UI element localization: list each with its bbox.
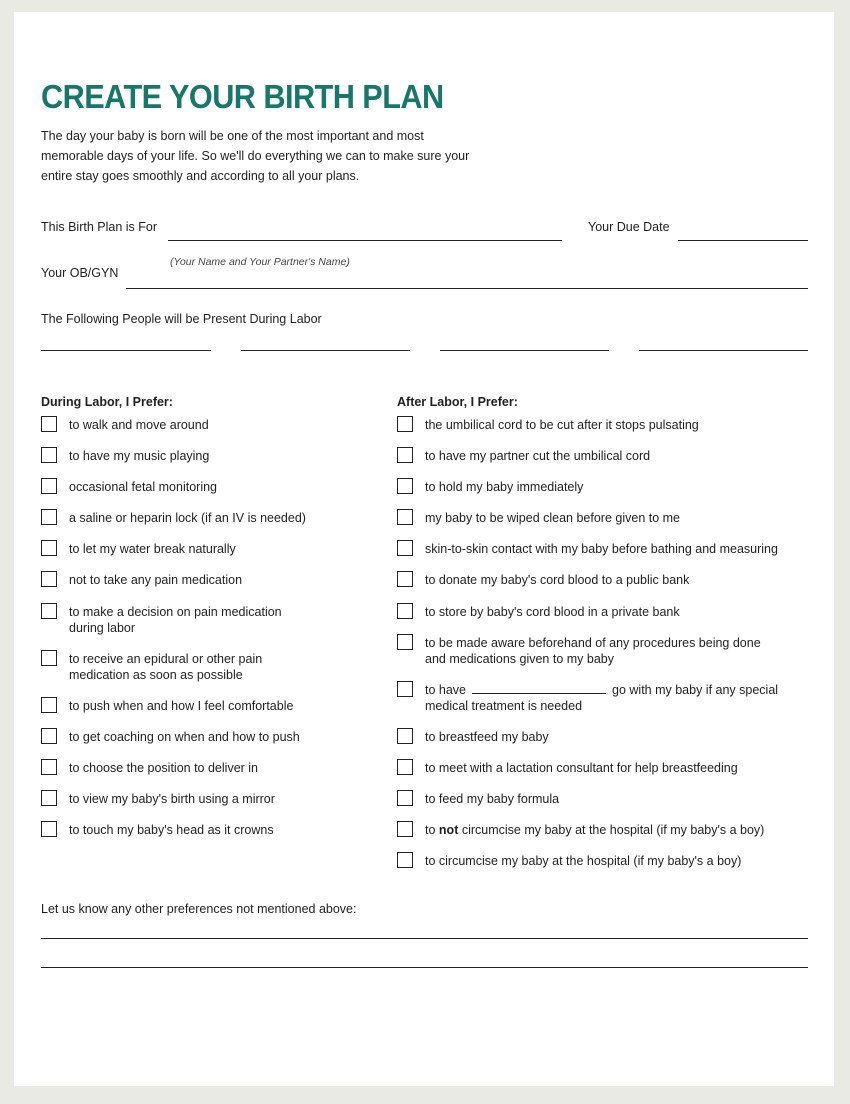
- checkbox[interactable]: [41, 603, 57, 619]
- checkbox[interactable]: [41, 821, 57, 837]
- option-label: skin-to-skin contact with my baby before bathing and measuring: [425, 542, 778, 556]
- option-label: [425, 635, 761, 667]
- obgyn-field[interactable]: [126, 288, 808, 289]
- checkbox[interactable]: [41, 478, 57, 494]
- option-label-before: to have: [425, 683, 467, 697]
- option-label: to hold my baby immediately: [425, 480, 584, 494]
- person-field-3[interactable]: [440, 350, 609, 351]
- checkbox[interactable]: [397, 790, 413, 806]
- obgyn-label: Your OB/GYN: [41, 266, 119, 280]
- during-labor-heading: During Labor, I Prefer:: [41, 395, 173, 409]
- intro-paragraph: The day your baby is born will be one of the most important and most memorable days of your life. So we'll do everything we can to make sure your entire stay goes smoothly and according to all your plans.: [41, 129, 470, 183]
- option-label: a saline or heparin lock (if an IV is needed): [69, 511, 306, 525]
- option-label: [69, 651, 262, 683]
- checkbox[interactable]: [397, 603, 413, 619]
- option-label-after: go with my baby if any special: [612, 683, 779, 697]
- option-label-emphasis: not: [438, 823, 459, 837]
- due-date-label: Your Due Date: [588, 220, 670, 234]
- checkbox[interactable]: [41, 416, 57, 432]
- plan-for-label: This Birth Plan is For: [41, 220, 158, 234]
- option-label: to let my water break naturally: [69, 542, 236, 556]
- option-label: [425, 682, 778, 714]
- option-label-before: to: [425, 823, 436, 837]
- option-label: to meet with a lactation consultant for help breastfeeding: [425, 761, 738, 775]
- option-label-line-2: during labor: [69, 621, 136, 635]
- person-field-4[interactable]: [639, 350, 808, 351]
- checkbox[interactable]: [397, 540, 413, 556]
- option-label: to have my music playing: [69, 449, 210, 463]
- option-label: to circumcise my baby at the hospital (if my baby's a boy): [425, 854, 742, 868]
- option-label-line-2: medication as soon as possible: [69, 668, 243, 682]
- option-label-line-2: and medications given to my baby: [425, 652, 614, 666]
- option-label: to breastfeed my baby: [425, 730, 549, 744]
- person-field-2[interactable]: [241, 350, 410, 351]
- people-present-label: The Following People will be Present During Labor: [41, 312, 322, 326]
- option-label: to push when and how I feel comfortable: [69, 699, 294, 713]
- option-label: to get coaching on when and how to push: [69, 730, 300, 744]
- option-label: occasional fetal monitoring: [69, 480, 217, 494]
- checkbox[interactable]: [41, 650, 57, 666]
- option-label: [425, 822, 764, 838]
- checkbox[interactable]: [41, 447, 57, 463]
- checkbox[interactable]: [41, 571, 57, 587]
- other-preferences-line-1[interactable]: [41, 938, 808, 939]
- plan-for-hint: (Your Name and Your Partner's Name): [170, 256, 350, 268]
- option-label: to view my baby's birth using a mirror: [69, 792, 275, 806]
- option-label: not to take any pain medication: [69, 573, 243, 587]
- other-preferences-label: Let us know any other preferences not mentioned above:: [41, 902, 357, 916]
- option-label-line-1: to make a decision on pain medication: [69, 605, 282, 619]
- option-label: to feed my baby formula: [425, 792, 560, 806]
- option-label: to choose the position to deliver in: [69, 761, 259, 775]
- option-label: to walk and move around: [69, 418, 209, 432]
- option-label: [69, 604, 282, 636]
- birth-plan-page: [14, 12, 834, 1086]
- checkbox[interactable]: [41, 759, 57, 775]
- companion-name-field[interactable]: [472, 683, 606, 694]
- checkbox[interactable]: [397, 634, 413, 650]
- option-label-after: circumcise my baby at the hospital (if my baby's a boy): [461, 823, 765, 837]
- option-label: my baby to be wiped clean before given to me: [425, 511, 681, 525]
- checkbox[interactable]: [397, 416, 413, 432]
- checkbox[interactable]: [397, 509, 413, 525]
- plan-for-field[interactable]: [168, 240, 562, 241]
- option-label: to touch my baby's head as it crowns: [69, 823, 274, 837]
- option-label-line-2: medical treatment is needed: [425, 699, 583, 713]
- checkbox[interactable]: [397, 852, 413, 868]
- page-title: CREATE YOUR BIRTH PLAN: [41, 78, 444, 115]
- option-label-line-1: to receive an epidural or other pain: [69, 652, 263, 666]
- after-labor-heading: After Labor, I Prefer:: [397, 395, 518, 409]
- option-label: to have my partner cut the umbilical cord: [425, 449, 651, 463]
- checkbox[interactable]: [41, 697, 57, 713]
- checkbox[interactable]: [397, 478, 413, 494]
- checkbox[interactable]: [41, 790, 57, 806]
- checkbox[interactable]: [397, 571, 413, 587]
- other-preferences-line-2[interactable]: [41, 967, 808, 968]
- option-label: to donate my baby's cord blood to a public bank: [425, 573, 690, 587]
- option-label-line-1: to be made aware beforehand of any procedures being done: [425, 636, 761, 650]
- person-field-1[interactable]: [41, 350, 211, 351]
- checkbox[interactable]: [397, 728, 413, 744]
- checkbox[interactable]: [397, 821, 413, 837]
- checkbox[interactable]: [41, 728, 57, 744]
- checkbox[interactable]: [397, 447, 413, 463]
- checkbox[interactable]: [41, 540, 57, 556]
- checkbox[interactable]: [397, 759, 413, 775]
- option-label: to store by baby's cord blood in a private bank: [425, 605, 680, 619]
- option-label: the umbilical cord to be cut after it stops pulsating: [425, 418, 699, 432]
- checkbox[interactable]: [41, 509, 57, 525]
- checkbox[interactable]: [397, 681, 413, 697]
- due-date-field[interactable]: [678, 240, 808, 241]
